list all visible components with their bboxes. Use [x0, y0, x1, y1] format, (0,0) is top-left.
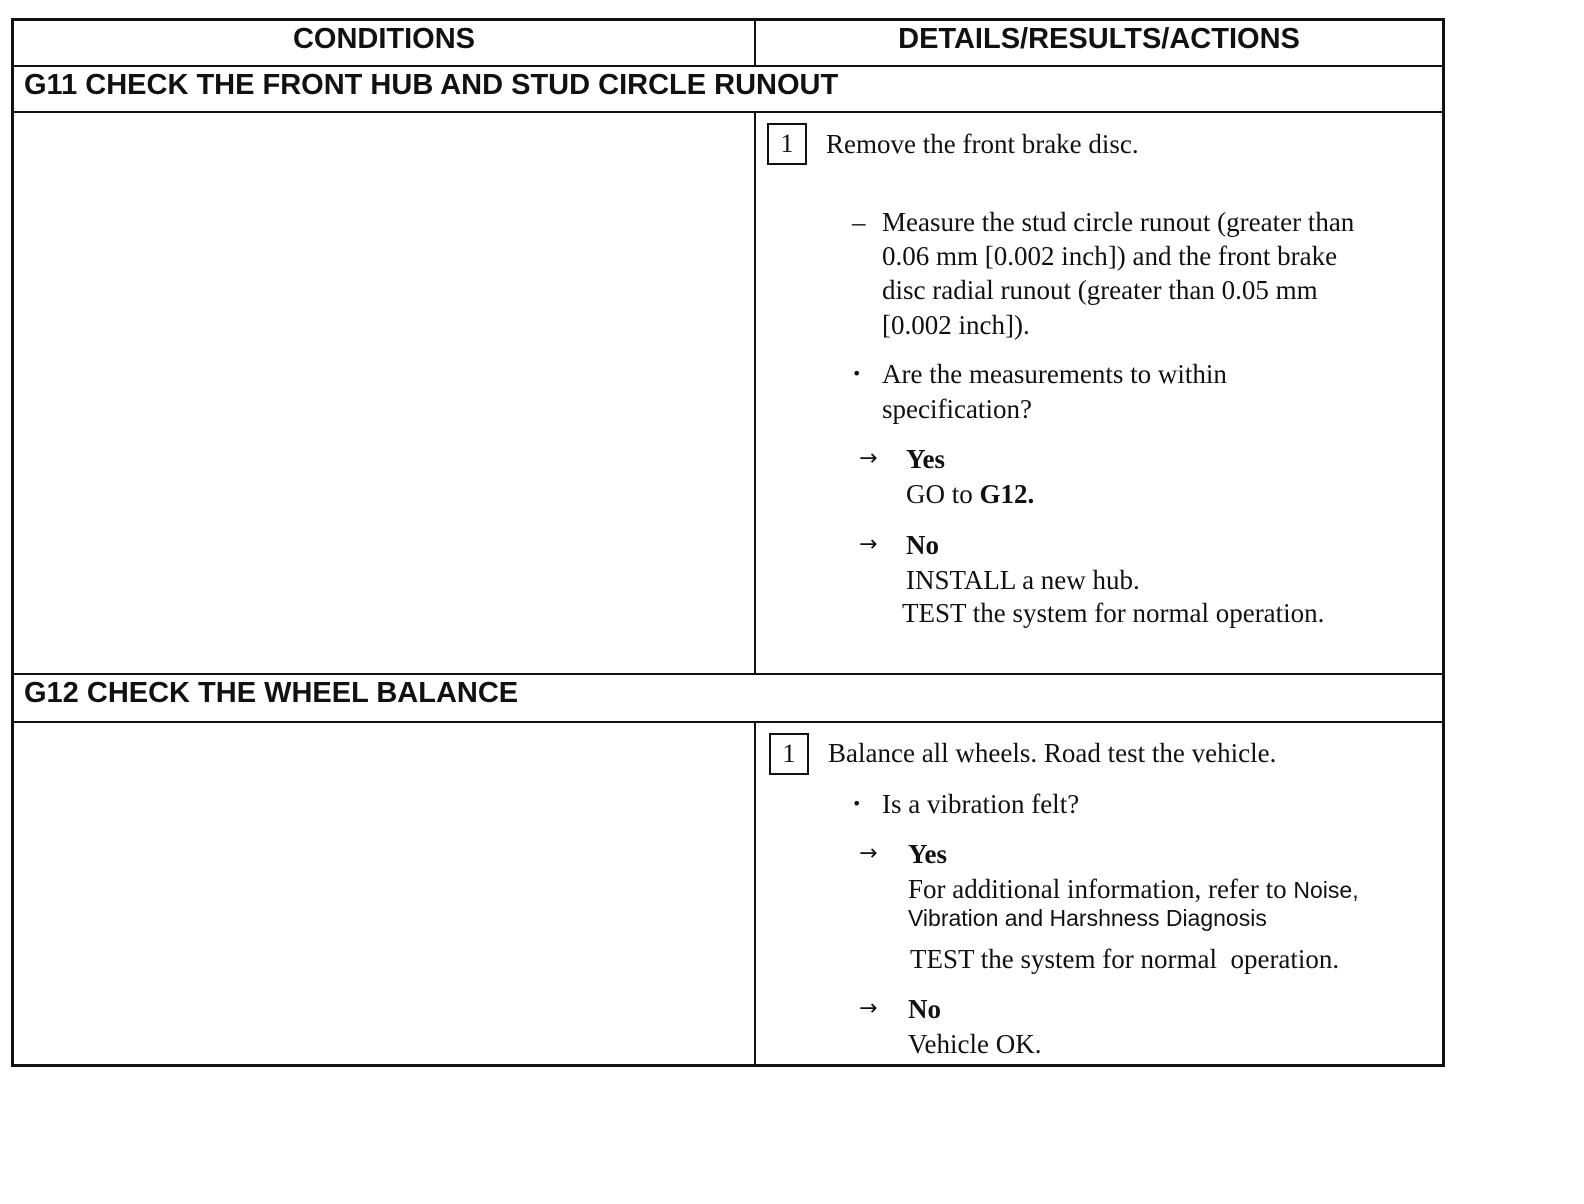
no-action: INSTALL a new hub.: [906, 565, 1140, 595]
measure-line: disc radial runout (greater than 0.05 mm: [882, 275, 1318, 305]
step-instruction: Remove the front brake disc.: [826, 129, 1139, 159]
yes-label: [906, 442, 945, 476]
arrow-right-icon: →: [859, 841, 878, 866]
question-line: Is a vibration felt?: [882, 789, 1080, 819]
yes-action-prefix: GO to: [906, 479, 980, 509]
question-line: specification?: [882, 394, 1032, 424]
header-divider: [754, 21, 756, 66]
diagnostic-table: [11, 18, 1445, 1067]
dash-marker: –: [852, 207, 866, 237]
nvh-diagnosis-link[interactable]: Vibration and Harshness Diagnosis: [908, 905, 1267, 931]
bullet-icon: •: [852, 364, 862, 383]
yes-label-text: Yes: [908, 839, 947, 869]
question-line: Are the measurements to within: [882, 359, 1227, 389]
yes-action: TEST the system for normal operation.: [910, 944, 1340, 974]
section-title-g12: G12 CHECK THE WHEEL BALANCE: [24, 677, 519, 709]
details-header: DETAILS/RESULTS/ACTIONS: [898, 23, 1300, 55]
yes-info-prefix: For additional information, refer to: [908, 874, 1294, 904]
no-action: Vehicle OK.: [908, 1029, 1042, 1059]
bullet-icon: •: [852, 794, 862, 813]
arrow-right-icon: →: [859, 532, 878, 557]
no-action: TEST the system for normal operation.: [902, 598, 1325, 628]
step-number-box: 1: [769, 733, 809, 775]
noise-link[interactable]: Noise,: [1293, 877, 1359, 903]
yes-label-text: Yes: [906, 444, 945, 474]
no-label: [908, 992, 941, 1026]
no-label-text: No: [906, 530, 939, 560]
measure-line: [0.002 inch]).: [882, 310, 1030, 340]
yes-action: [906, 477, 1034, 511]
rule: [14, 65, 1442, 67]
yes-label: [908, 837, 947, 871]
rule: [14, 111, 1442, 113]
column-divider: [754, 112, 756, 674]
no-label-text: No: [908, 994, 941, 1024]
column-divider: [754, 722, 756, 1067]
yes-info: [908, 872, 1359, 907]
arrow-right-icon: →: [859, 446, 878, 471]
step-instruction: Balance all wheels. Road test the vehicle.: [828, 738, 1277, 768]
conditions-header: CONDITIONS: [292, 23, 476, 55]
measure-line: 0.06 mm [0.002 inch]) and the front brake: [882, 241, 1338, 271]
step-number-box: 1: [767, 123, 807, 165]
yes-action-target: G12.: [979, 479, 1035, 509]
rule: [14, 673, 1442, 675]
arrow-right-icon: →: [859, 996, 878, 1021]
measure-line: Measure the stud circle runout (greater than: [882, 207, 1355, 237]
rule: [14, 721, 1442, 723]
section-title-g11: G11 CHECK THE FRONT HUB AND STUD CIRCLE RUNOUT: [24, 69, 839, 101]
no-label: [906, 528, 939, 562]
